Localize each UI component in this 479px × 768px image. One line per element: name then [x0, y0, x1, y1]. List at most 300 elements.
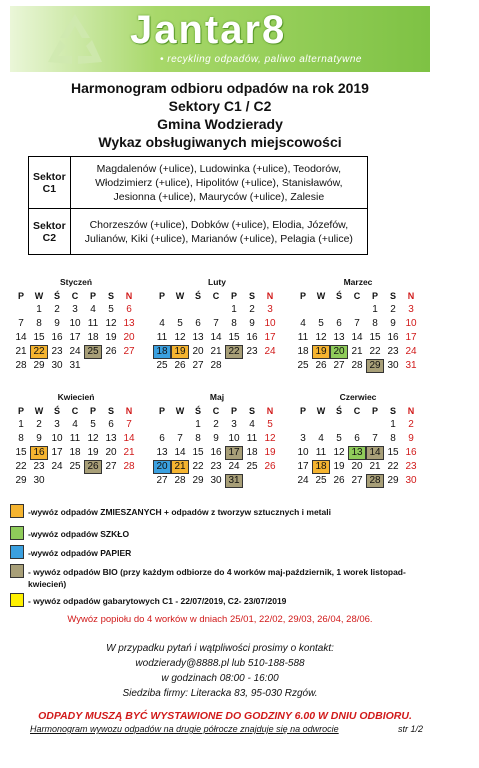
month-calendar: [294, 390, 422, 488]
calendar-day: 6: [108, 419, 114, 430]
weekday-header: Ś: [53, 406, 60, 416]
calendar-day: 13: [333, 332, 345, 343]
calendar-day: 3: [231, 419, 237, 430]
sector-label: Sektor: [33, 219, 66, 232]
legend-text: - wywóz odpadów gabarytowych C1 - 22/07/2019, C2- 23/07/2019: [28, 596, 287, 606]
weekday-header: P: [371, 406, 378, 416]
calendar-day: 5: [177, 318, 183, 329]
calendar-day: 4: [72, 419, 78, 430]
weekday-header: S: [107, 406, 114, 416]
calendar-day: 20: [105, 447, 117, 458]
calendar-day: 18: [87, 332, 99, 343]
empty-cell: [171, 303, 189, 317]
collection-day: 25: [84, 345, 102, 359]
calendar-day: 24: [405, 346, 417, 357]
brand-name: Jantar8: [130, 8, 287, 52]
month-name: Luty: [208, 277, 226, 287]
month-name: Czerwiec: [339, 392, 377, 402]
collection-day: 20: [153, 460, 171, 474]
color-swatch: [10, 545, 24, 559]
weekday-header: Ś: [194, 406, 201, 416]
calendar-day: 3: [54, 419, 60, 430]
month-name: Kwiecień: [57, 392, 95, 402]
calendar-day: 17: [405, 332, 417, 343]
calendar-day: 25: [69, 461, 81, 472]
calendar-day: 7: [126, 419, 132, 430]
empty-cell: [294, 303, 312, 317]
calendar-day: 2: [249, 304, 255, 315]
calendar-day: 10: [69, 318, 81, 329]
weekday-header: P: [230, 291, 237, 301]
calendar-day: 5: [108, 304, 114, 315]
weekday-header: Ś: [194, 291, 201, 301]
weekday-header: W: [316, 291, 326, 301]
contact-line: w godzinach 08:00 - 16:00: [161, 673, 279, 684]
calendar-day: 13: [156, 447, 168, 458]
legend-text: -wywóz odpadów PAPIER: [28, 548, 132, 558]
calendar-day: 26: [333, 475, 345, 486]
calendar-day: 3: [408, 304, 414, 315]
month-name: Marzec: [343, 277, 373, 287]
deadline-warning: ODPADY MUSZĄ BYĆ WYSTAWIONE DO GODZINY 6.00 W DNIU ODBIORU.: [38, 710, 412, 722]
weekday-header: S: [389, 291, 396, 301]
weekday-header: C: [353, 406, 361, 416]
calendar-day: 22: [15, 461, 27, 472]
calendar-day: 29: [192, 475, 204, 486]
calendar-day: 26: [174, 360, 186, 371]
calendar-day: 5: [267, 419, 273, 430]
legend-item: [10, 593, 430, 607]
calendar-day: 22: [369, 346, 381, 357]
weekday-header: N: [407, 291, 415, 301]
calendar-day: 24: [264, 346, 276, 357]
calendar-day: 18: [246, 447, 258, 458]
calendar-day: 23: [246, 346, 258, 357]
empty-cell: [312, 418, 330, 432]
weekday-header: P: [158, 406, 165, 416]
contact-line: Siedziba firmy: Literacka 83, 95-030 Rzgów.: [122, 688, 318, 699]
sectors-title: Sektory C1 / C2: [168, 98, 272, 114]
collection-day: 17: [225, 446, 243, 460]
calendar-day: 7: [177, 433, 183, 444]
weekday-header: Ś: [53, 291, 60, 301]
calendar-day: 27: [333, 360, 345, 371]
month-calendar: [12, 275, 140, 373]
legend-text: -wywóz odpadów SZKŁO: [28, 529, 130, 539]
calendar-day: 17: [69, 332, 81, 343]
calendar-day: 6: [126, 304, 132, 315]
sector-localities: Chorzeszów (+ulice), Dobków (+ulice), Elodia, Józefów,: [89, 218, 349, 231]
calendar-day: 11: [69, 433, 81, 444]
empty-cell: [348, 303, 366, 317]
calendar-day: 21: [369, 461, 381, 472]
page-number: str 1/2: [398, 724, 424, 734]
calendar-day: 14: [15, 332, 27, 343]
calendar-day: 18: [69, 447, 81, 458]
collection-day: 21: [171, 460, 189, 474]
month-calendar: [153, 275, 281, 373]
calendar-day: 30: [51, 360, 63, 371]
calendar-day: 15: [228, 332, 240, 343]
calendar-day: 23: [51, 346, 63, 357]
calendar-day: 12: [264, 433, 276, 444]
calendar-day: 4: [159, 318, 165, 329]
calendar-day: 2: [54, 304, 60, 315]
contact-line: wodzierady@8888.pl lub 510-188-588: [135, 658, 305, 669]
calendar-day: 8: [18, 433, 24, 444]
calendar-day: 20: [192, 346, 204, 357]
calendar-day: 9: [390, 318, 396, 329]
empty-cell: [153, 303, 171, 317]
sectors-table: [28, 156, 368, 255]
contact-line: W przypadku pytań i wątpliwości prosimy o kontakt:: [106, 643, 334, 654]
calendar-day: 6: [336, 318, 342, 329]
collection-day: 14: [366, 446, 384, 460]
calendar-day: 7: [372, 433, 378, 444]
sector-localities: Magdalenów (+ulice), Ludowinka (+ulice), Teodorów,: [96, 162, 342, 175]
calendar-day: 19: [105, 332, 117, 343]
calendar-day: 27: [192, 360, 204, 371]
calendar-day: 10: [297, 447, 309, 458]
calendar-day: 10: [51, 433, 63, 444]
calendar-day: 21: [210, 346, 222, 357]
calendar-day: 17: [264, 332, 276, 343]
calendar-day: 5: [336, 433, 342, 444]
day-grid: [153, 289, 281, 373]
calendar-day: 3: [72, 304, 78, 315]
weekday-header: C: [212, 406, 220, 416]
weekday-header: Ś: [335, 406, 342, 416]
month-name: Maj: [209, 392, 225, 402]
calendar-day: 10: [405, 318, 417, 329]
weekday-header: C: [71, 291, 79, 301]
weekday-header: C: [212, 291, 220, 301]
calendar-day: 8: [231, 318, 237, 329]
calendar-day: 9: [249, 318, 255, 329]
recycle-logo-icon: [40, 10, 110, 68]
weekday-header: S: [248, 406, 255, 416]
legend-item: [10, 526, 430, 540]
calendar-day: 19: [264, 447, 276, 458]
color-swatch: [10, 593, 24, 607]
calendar-day: 21: [123, 447, 135, 458]
collection-day: 18: [153, 345, 171, 359]
calendar-day: 27: [156, 475, 168, 486]
sector-code: C1: [42, 182, 57, 195]
calendar-day: 6: [195, 318, 201, 329]
calendar-day: 14: [123, 433, 135, 444]
calendar-day: 5: [318, 318, 324, 329]
calendar-day: 12: [174, 332, 186, 343]
calendar-day: 15: [369, 332, 381, 343]
calendar-day: 28: [351, 360, 363, 371]
weekday-header: N: [266, 406, 274, 416]
month-calendar: [12, 390, 140, 488]
calendar-day: 14: [351, 332, 363, 343]
calendar-day: 16: [246, 332, 258, 343]
calendar-day: 1: [18, 419, 24, 430]
calendar-day: 24: [51, 461, 63, 472]
calendar-day: 10: [228, 433, 240, 444]
legend-item: [10, 504, 430, 518]
calendar-day: 17: [297, 461, 309, 472]
empty-cell: [366, 418, 384, 432]
calendar-day: 21: [351, 346, 363, 357]
weekday-header: P: [89, 406, 96, 416]
weekday-header: P: [158, 291, 165, 301]
footer-note: Harmonogram wywozu odpadów na drugie półrocze znajduje się na odwrocie: [30, 724, 339, 734]
month-calendar: [153, 390, 281, 488]
calendar-day: 11: [87, 318, 99, 329]
calendar-day: 6: [354, 433, 360, 444]
calendar-day: 8: [390, 433, 396, 444]
empty-cell: [294, 418, 312, 432]
gmina-title: Gmina Wodzierady: [157, 116, 283, 132]
collection-day: 13: [348, 446, 366, 460]
calendar-day: 7: [354, 318, 360, 329]
calendar-day: 23: [405, 461, 417, 472]
legend-text: - wywóz odpadów BIO (przy każdym odbiorze do 4 worków maj-październik, 1 worek listopad-kwiecień): [28, 567, 406, 589]
weekday-header: N: [125, 291, 133, 301]
calendar-day: 3: [267, 304, 273, 315]
collection-day: 20: [330, 345, 348, 359]
weekday-header: S: [248, 291, 255, 301]
calendar-day: 2: [36, 419, 42, 430]
collection-day: 19: [312, 345, 330, 359]
collection-day: 22: [30, 345, 48, 359]
ash-note: Wywóz popiołu do 4 worków w dniach 25/01, 22/02, 29/03, 26/04, 28/06.: [67, 614, 373, 625]
calendar-day: 26: [105, 346, 117, 357]
calendar-day: 2: [213, 419, 219, 430]
calendar-day: 28: [210, 360, 222, 371]
calendar-day: 16: [210, 447, 222, 458]
day-grid: [294, 404, 422, 488]
calendar-day: 28: [123, 461, 135, 472]
calendar-day: 24: [69, 346, 81, 357]
weekday-header: W: [175, 291, 185, 301]
empty-cell: [348, 418, 366, 432]
calendar-day: 14: [174, 447, 186, 458]
collection-day: 16: [30, 446, 48, 460]
calendar-day: 5: [90, 419, 96, 430]
month-calendar: [294, 275, 422, 373]
day-grid: [12, 404, 140, 488]
calendar-day: 9: [54, 318, 60, 329]
calendar-day: 12: [87, 433, 99, 444]
legend-item: [10, 545, 430, 559]
weekday-header: S: [107, 291, 114, 301]
calendar-day: 29: [387, 475, 399, 486]
calendar-day: 31: [405, 360, 417, 371]
sector-row-c1: [29, 157, 368, 209]
calendar-day: 25: [156, 360, 168, 371]
collection-day: 29: [366, 359, 384, 373]
weekday-header: P: [17, 406, 24, 416]
calendar-day: 28: [15, 360, 27, 371]
empty-cell: [12, 303, 30, 317]
empty-cell: [153, 418, 171, 432]
calendar-day: 21: [15, 346, 27, 357]
color-swatch: [10, 526, 24, 540]
calendar-day: 13: [192, 332, 204, 343]
empty-cell: [171, 418, 189, 432]
localities-title: Wykaz obsługiwanych miejscowości: [98, 134, 342, 150]
calendar-day: 4: [90, 304, 96, 315]
weekday-header: W: [34, 291, 44, 301]
collection-day: 22: [225, 345, 243, 359]
day-grid: [153, 404, 281, 488]
sector-label: Sektor: [33, 170, 66, 183]
calendar-day: 14: [210, 332, 222, 343]
collection-day: 26: [84, 460, 102, 474]
collection-day: 31: [225, 474, 243, 488]
color-swatch: [10, 504, 24, 518]
calendar-day: 4: [318, 433, 324, 444]
calendar-day: 7: [18, 318, 24, 329]
calendar-day: 1: [195, 419, 201, 430]
sector-localities: Włodzimierz (+ulice), Hipolitów (+ulice), Stanisławów,: [95, 176, 343, 189]
weekday-header: N: [266, 291, 274, 301]
calendar-day: 1: [231, 304, 237, 315]
calendar-day: 1: [36, 304, 42, 315]
calendar-day: 27: [123, 346, 135, 357]
weekday-header: P: [299, 291, 306, 301]
calendar-day: 19: [333, 461, 345, 472]
calendar-day: 13: [105, 433, 117, 444]
calendar-day: 16: [387, 332, 399, 343]
calendar-day: 13: [123, 318, 135, 329]
weekday-header: P: [299, 406, 306, 416]
calendar-day: 3: [300, 433, 306, 444]
calendar-day: 12: [105, 318, 117, 329]
calendar-day: 11: [156, 332, 168, 343]
weekday-header: P: [89, 291, 96, 301]
calendar-day: 27: [105, 461, 117, 472]
calendar-day: 23: [387, 346, 399, 357]
calendar-day: 25: [315, 475, 327, 486]
collection-day: 18: [312, 460, 330, 474]
calendar-day: 31: [69, 360, 81, 371]
collection-day: 28: [366, 474, 384, 488]
calendar-day: 20: [123, 332, 135, 343]
calendar-day: 9: [36, 433, 42, 444]
calendar-day: 8: [36, 318, 42, 329]
company-banner: [10, 6, 430, 72]
calendar-day: 15: [15, 447, 27, 458]
calendar-day: 8: [195, 433, 201, 444]
legend-text: -wywóz odpadów ZMIESZANYCH + odpadów z tworzyw sztucznych i metali: [28, 507, 331, 517]
calendar-day: 11: [297, 332, 309, 343]
calendar-day: 2: [390, 304, 396, 315]
weekday-header: W: [175, 406, 185, 416]
calendar-day: 16: [51, 332, 63, 343]
weekday-header: W: [316, 406, 326, 416]
weekday-header: C: [71, 406, 79, 416]
calendar-day: 12: [333, 447, 345, 458]
calendar-day: 29: [15, 475, 27, 486]
calendar-day: 22: [387, 461, 399, 472]
sector-localities: Jesionna (+ulice), Mauryców (+ulice), Zalesie: [113, 190, 325, 203]
legend-item: [10, 564, 430, 592]
calendar-day: 24: [228, 461, 240, 472]
calendar-day: 16: [405, 447, 417, 458]
weekday-header: N: [125, 406, 133, 416]
calendar-day: 25: [297, 360, 309, 371]
calendar-day: 25: [246, 461, 258, 472]
sector-code: C2: [42, 231, 57, 244]
calendar-day: 15: [387, 447, 399, 458]
calendar-day: 24: [297, 475, 309, 486]
weekday-header: S: [389, 406, 396, 416]
calendar-day: 15: [192, 447, 204, 458]
calendar-day: 15: [33, 332, 45, 343]
schedule-title: Harmonogram odbioru odpadów na rok 2019: [71, 80, 369, 96]
color-swatch: [10, 564, 24, 578]
weekday-header: C: [353, 291, 361, 301]
calendar-day: 1: [372, 304, 378, 315]
calendar-day: 1: [390, 419, 396, 430]
empty-cell: [312, 303, 330, 317]
empty-cell: [330, 418, 348, 432]
calendar-day: 20: [351, 461, 363, 472]
calendar-day: 12: [315, 332, 327, 343]
calendar-day: 8: [372, 318, 378, 329]
collection-day: 19: [171, 345, 189, 359]
calendar-day: 26: [315, 360, 327, 371]
calendar-day: 2: [408, 419, 414, 430]
calendar-day: 30: [387, 360, 399, 371]
day-grid: [294, 289, 422, 373]
calendar-day: 23: [210, 461, 222, 472]
calendar-day: 23: [33, 461, 45, 472]
empty-cell: [207, 303, 225, 317]
calendar-day: 30: [33, 475, 45, 486]
sector-localities: Julianów, Kiki (+ulice), Marianów (+ulice), Pelagia (+ulice): [84, 232, 353, 245]
weekday-header: Ś: [335, 291, 342, 301]
empty-cell: [330, 303, 348, 317]
weekday-header: N: [407, 406, 415, 416]
calendar-day: 11: [315, 447, 327, 458]
calendar-day: 30: [405, 475, 417, 486]
empty-cell: [189, 303, 207, 317]
month-name: Styczeń: [59, 277, 93, 287]
weekday-header: W: [34, 406, 44, 416]
calendar-day: 27: [351, 475, 363, 486]
weekday-header: P: [371, 291, 378, 301]
sector-row-c2: [29, 209, 368, 255]
calendar-day: 9: [408, 433, 414, 444]
calendar-day: 7: [213, 318, 219, 329]
calendar-day: 18: [297, 346, 309, 357]
calendar-day: 26: [264, 461, 276, 472]
calendar-day: 6: [159, 433, 165, 444]
calendar-day: 4: [300, 318, 306, 329]
day-grid: [12, 289, 140, 373]
calendar-day: 4: [249, 419, 255, 430]
weekday-header: P: [230, 406, 237, 416]
calendar-day: 19: [87, 447, 99, 458]
weekday-header: P: [17, 291, 24, 301]
calendar-day: 10: [264, 318, 276, 329]
calendar-day: 9: [213, 433, 219, 444]
calendar-day: 30: [210, 475, 222, 486]
brand-tagline: • recykling odpadów, paliwo alternatywne: [160, 54, 362, 65]
calendar-day: 22: [192, 461, 204, 472]
calendar-day: 28: [174, 475, 186, 486]
calendar-day: 29: [33, 360, 45, 371]
calendar-day: 17: [51, 447, 63, 458]
calendar-day: 11: [246, 433, 258, 444]
